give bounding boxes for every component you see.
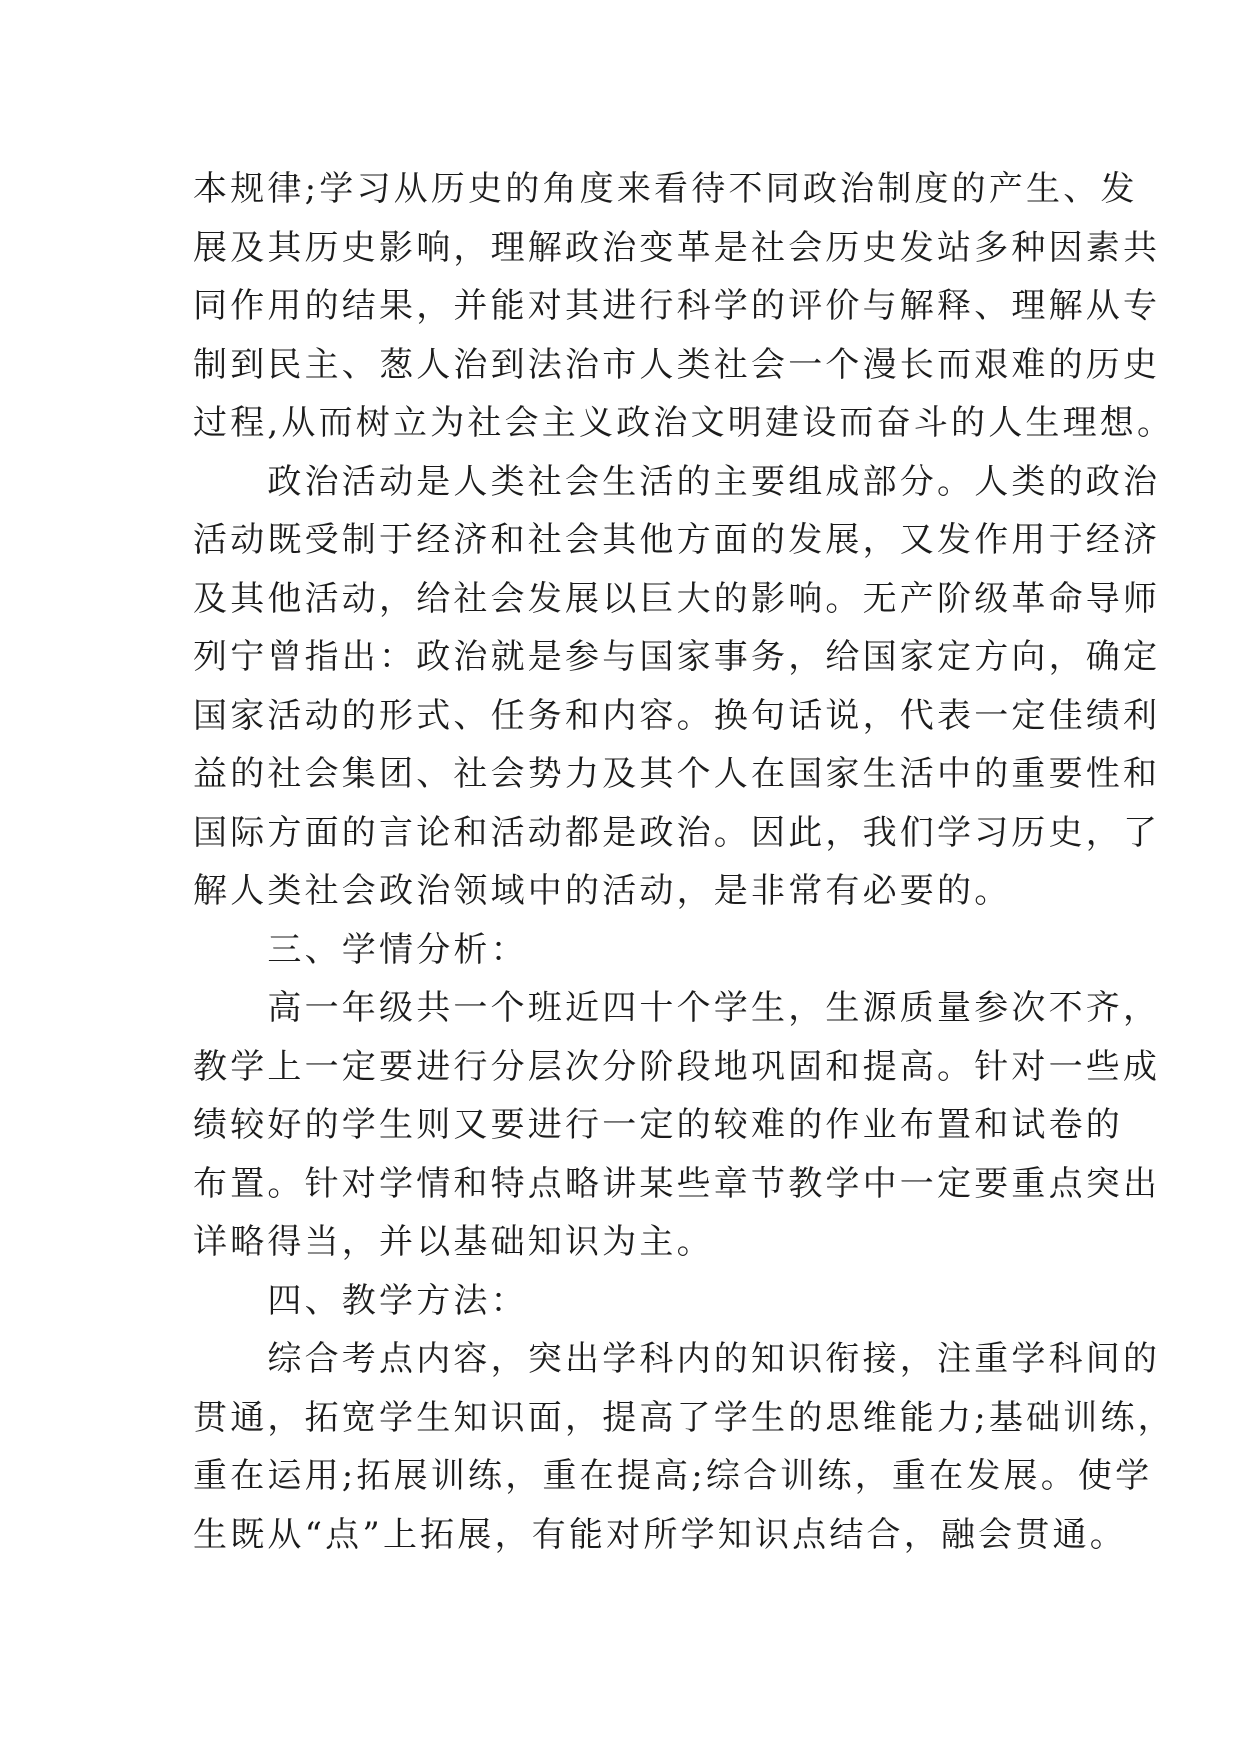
text-line: 布置。针对学情和特点略讲某些章节教学中一定要重点突出 [193, 1163, 1161, 1204]
text-line: 同作用的结果，并能对其进行科学的评价与解释、理解从专 [193, 286, 1161, 326]
text-line: 教学上一定要进行分层次分阶段地巩固和提高。针对一些成 [193, 1046, 1161, 1087]
text-line: 活动既受制于经济和社会其他方面的发展，又发作用于经济 [193, 520, 1161, 560]
text-line: 综合考点内容，突出学科内的知识衔接，注重学科间的 [193, 1339, 1161, 1379]
text-line: 益的社会集团、社会势力及其个人在国家生活中的重要性和 [193, 754, 1161, 794]
text-line: 展及其历史影响，理解政治变革是社会历史发站多种因素共 [193, 227, 1161, 268]
text-line: 绩较好的学生则又要进行一定的较难的作业布置和试卷的 [193, 1105, 1123, 1145]
text-line: 贯通，拓宽学生知识面，提高了学生的思维能力;基础训练， [193, 1397, 1175, 1438]
text-line: 高一年级共一个班近四十个学生，生源质量参次不齐， [193, 988, 1161, 1028]
section-heading: 四、教学方法： [193, 1280, 528, 1321]
text-line: 详略得当，并以基础知识为主。 [193, 1222, 714, 1262]
text-line: 及其他活动，给社会发展以巨大的影响。无产阶级革命导师 [193, 578, 1161, 619]
text-line: 过程,从而树立为社会主义政治文明建设而奋斗的人生理想。 [193, 403, 1175, 443]
text-line: 国际方面的言论和活动都是政治。因此，我们学习历史，了 [193, 812, 1161, 853]
text-line: 政治活动是人类社会生活的主要组成部分。人类的政治 [193, 461, 1161, 502]
text-line: 国家活动的形式、任务和内容。换句话说，代表一定佳绩利 [193, 695, 1161, 736]
text-line: 解人类社会政治领域中的活动，是非常有必要的。 [193, 871, 1012, 911]
text-line: 制到民主、葱人治到法治市人类社会一个漫长而艰难的历史 [193, 344, 1161, 385]
text-line: 重在运用;拓展训练，重在提高;综合训练，重在发展。使学 [193, 1456, 1153, 1496]
text-line: 列宁曾指出：政治就是参与国家事务，给国家定方向，确定 [193, 637, 1161, 677]
text-line: 生既从“点”上拓展，有能对所学知识点结合，融会贯通。 [193, 1514, 1127, 1555]
document-body [193, 160, 1175, 1564]
section-heading: 三、学情分析： [193, 929, 528, 970]
text-line: 本规律;学习从历史的角度来看待不同政治制度的产生、发 [193, 169, 1138, 209]
